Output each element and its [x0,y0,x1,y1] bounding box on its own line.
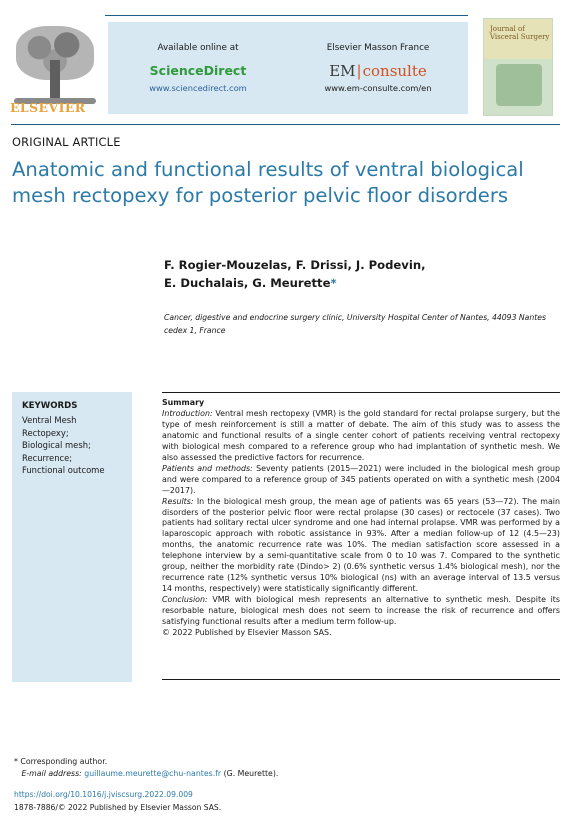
keyword-item: Biological mesh; [22,440,91,451]
author-list [164,256,554,292]
sciencedirect-block [108,22,288,114]
introduction-label: Introduction: [162,408,213,418]
elsevier-wordmark: ELSEVIER [10,100,86,115]
article-type: ORIGINAL ARTICLE [12,135,121,149]
footnote-mark: * [14,757,18,766]
sciencedirect-link[interactable]: www.sciencedirect.com [149,83,247,93]
keyword-item: Ventral Mesh [22,415,77,425]
abstract [162,398,560,639]
keyword-item: Functional outcome [22,465,105,476]
elsevier-logo[interactable] [10,20,100,115]
header-bottom-rule [11,124,560,125]
availability-banner [108,22,468,114]
abstract-conclusion [162,595,560,628]
email-link[interactable]: guillaume.meurette@chu-nantes.fr [84,769,222,778]
abstract-copyright: © 2022 Published by Elsevier Masson SAS. [162,628,332,638]
affiliation: Cancer, digestive and endocrine surgery clinic, University Hospital Center of Nantes, 44093 Nantes cedex 1, France [164,313,546,335]
abstract-introduction [162,409,560,464]
emconsulte-logo[interactable] [288,62,468,80]
journal-cover-thumbnail[interactable] [483,18,553,116]
results-label: Results: [162,496,194,506]
methods-text: Seventy patients (2015—2021) were included in the biological mesh group and were compared to a reference group of 345 patients operated on with a synthetic mesh (2004—2017). [162,463,560,495]
keyword-item: Recurrence; [22,452,73,463]
introduction-text: Ventral mesh rectopexy (VMR) is the gold standard for rectal prolapse surgery, but the type of mesh reinforcement is still a matter of debate. The aim of this study was to assess the anatomic and functional results of a single center cohort of patients receiving ventral rectopexy with biological mesh compared to a reference group who had implantation of synthetic mesh. We also assessed the predictive factors for recurrence. [162,408,560,462]
article-title: Anatomic and functional results of ventral biological mesh rectopexy for posterior pelvic floor disorders [12,158,524,207]
keywords-title: KEYWORDS [22,401,78,411]
abstract-top-rule [162,392,560,393]
cover-image [496,64,542,106]
issn-copyright: 1878-7886/© 2022 Published by Elsevier Masson SAS. [14,803,222,812]
abstract-methods [162,464,560,497]
keywords-panel [12,392,132,682]
keyword-item: Rectopexy; [22,427,69,438]
emconsulte-em: EM [329,62,356,80]
available-online-label: Available online at [157,43,239,53]
emconsulte-bar: | [356,62,362,80]
emconsulte-link[interactable]: www.em-consulte.com/en [324,83,432,93]
corresponding-author-link[interactable]: * [330,276,337,290]
sciencedirect-logo[interactable]: ScienceDirect [149,63,247,78]
header-top-rule [105,15,468,16]
publisher-name: Elsevier Masson France [326,43,430,53]
corresponding-footnote [14,756,278,780]
methods-label: Patients and methods: [162,463,253,473]
abstract-results [162,497,560,596]
abstract-bottom-rule [162,679,560,680]
conclusion-text: VMR with biological mesh represents an alternative to synthetic mesh. Despite its resorbable nature, biological mesh does not seem to increase the risk of recurrence and offers satisfying functional results after a medium term follow-up. [162,595,560,627]
email-line [14,768,278,780]
keywords-list [22,414,105,477]
email-label: E-mail address: [21,769,82,778]
authors-line-1: F. Rogier-Mouzelas, F. Drissi, J. Podevin, [164,258,426,272]
conclusion-label: Conclusion: [162,595,208,605]
authors-line-2-text: E. Duchalais, G. Meurette [164,276,331,290]
emconsulte-block [288,22,468,114]
email-suffix: (G. Meurette). [223,769,279,778]
abstract-heading: Summary [162,398,205,407]
authors-line-2 [164,274,554,292]
corresponding-line [14,756,278,768]
tree-trunk-graphic [50,60,60,102]
results-text: In the biological mesh group, the mean age of patients was 65 years (53—72). The main disorders of the posterior pelvic floor were rectal prolapse (30 cases) or rectocele (37 cases). Two patients had solitary rectal ulcer syndrome and one had internal prolapse. VMR was performed by a laparoscopic approach with robotic assistance in 93%. After a median follow-up of 12 (4.5—23) months, the anatomic recurrence rate was 10%. The median satisfaction score assessed in a telephone interview by a semi-quantitative scale from 0 to 10 was 7. Compared to the synthetic group, neither the morbidity rate (Dindo> 2) (0.6% synthetic versus 1.4% biological mesh), nor the recurrence rate (12% synthetic versus 10% biological (ns) with an average interval of 13.5 versus 14 months, respectively) were statistically significantly different. [162,496,560,594]
cover-title: Journal of Visceral Surgery [490,25,550,41]
corresponding-label: Corresponding author. [20,757,108,766]
emconsulte-consulte: consulte [362,62,427,80]
doi-link[interactable]: https://doi.org/10.1016/j.jviscsurg.2022.09.009 [14,790,193,799]
